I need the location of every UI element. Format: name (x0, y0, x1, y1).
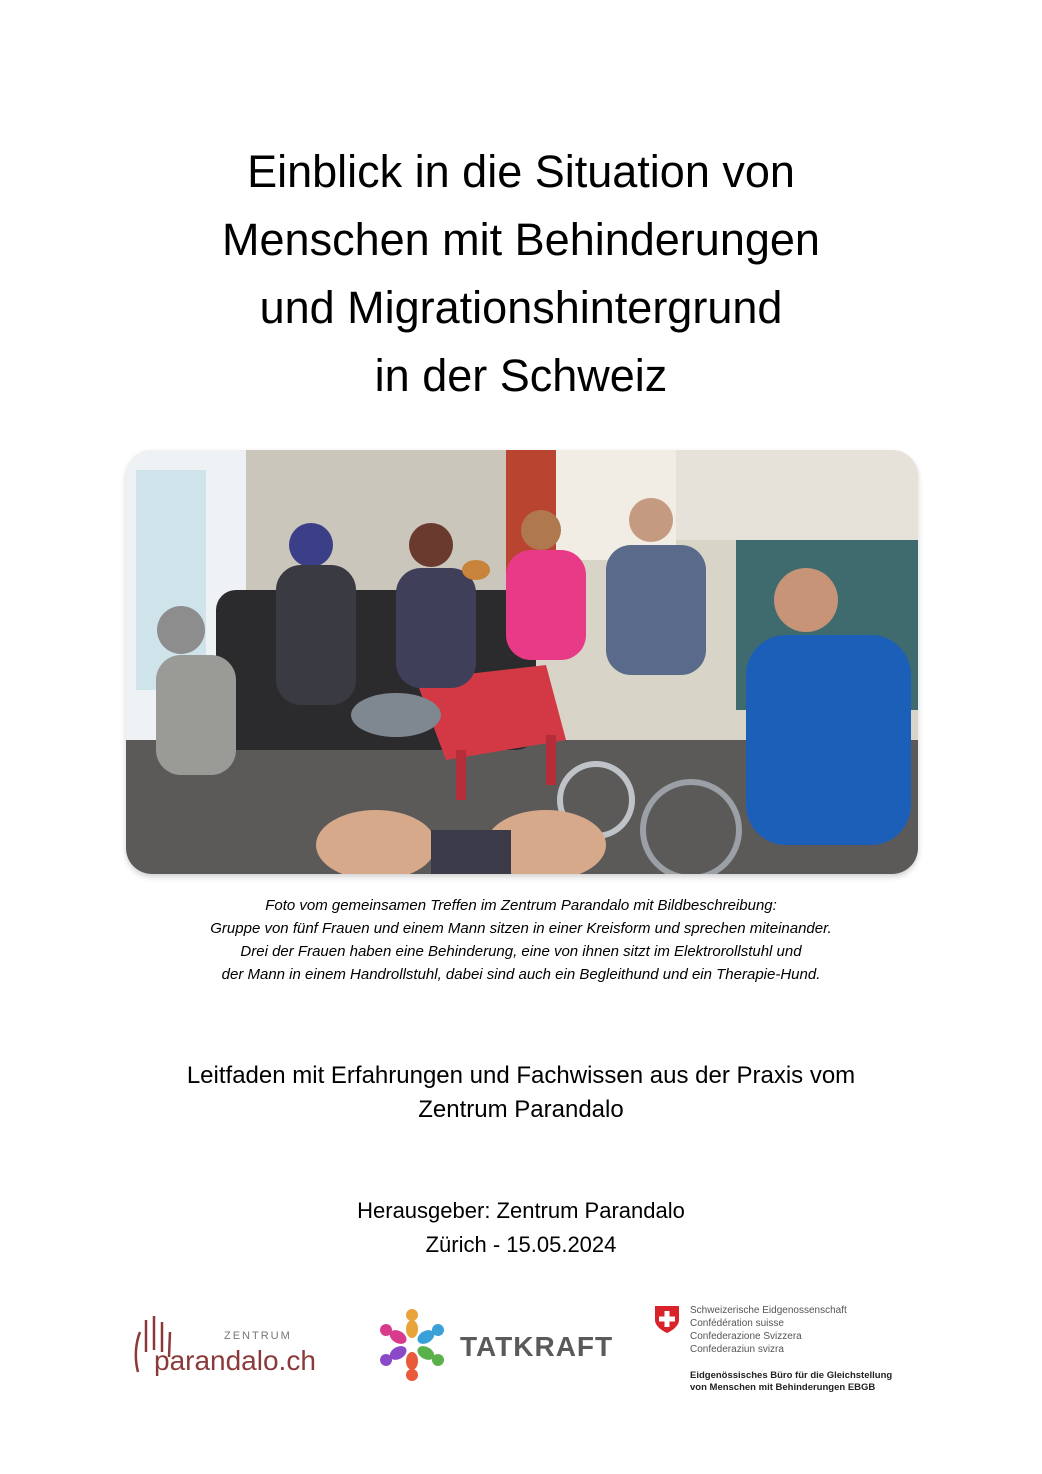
document-subtitle (0, 1059, 1042, 1127)
caption-line: der Mann in einem Handrollstuhl, dabei sind auch ein Begleithund und ein Therapie-Hund. (221, 966, 821, 983)
subtitle-line: Leitfaden mit Erfahrungen und Fachwissen aus der Praxis vom (186, 1062, 856, 1089)
caption-line: Drei der Frauen haben eine Behinderung, eine von ihnen sitzt im Elektrorollstuhl und (240, 943, 802, 960)
swiss-flag-icon (652, 1304, 682, 1334)
swiss-name-line: Schweizerische Eidgenossenschaft (690, 1305, 847, 1316)
publisher-info (0, 1194, 1042, 1262)
document-title (0, 138, 1042, 410)
office-line: von Menschen mit Behinderungen EBGB (690, 1382, 876, 1393)
parandalo-logo (130, 1308, 330, 1388)
tatkraft-name: TATKRAFT (460, 1331, 614, 1362)
photo-caption (0, 894, 1042, 986)
title-line: in der Schweiz (374, 350, 668, 401)
swiss-name-line: Confederaziun svizra (690, 1344, 784, 1355)
subtitle-line: Zentrum Parandalo (418, 1096, 624, 1123)
logo-small-text: ZENTRUM (224, 1330, 292, 1342)
caption-line: Gruppe von fünf Frauen und einem Mann sitzen in einer Kreisform und sprechen miteinander. (210, 920, 832, 937)
title-line: Einblick in die Situation von (247, 146, 795, 197)
publisher-line: Herausgeber: Zentrum Parandalo (357, 1198, 685, 1223)
office-line: Eidgenössisches Büro für die Gleichstellung (690, 1370, 893, 1381)
swiss-confederation-logo (650, 1300, 900, 1400)
swiss-name-line: Confédération suisse (690, 1318, 784, 1329)
people-circle-icon (372, 1305, 452, 1385)
swiss-names (690, 1304, 847, 1356)
publication-date: Zürich - 15.05.2024 (425, 1232, 617, 1257)
caption-line: Foto vom gemeinsamen Treffen im Zentrum Parandalo mit Bildbeschreibung: (265, 897, 777, 914)
logo-main-text: parandalo.ch (154, 1345, 316, 1376)
title-line: und Migrationshintergrund (259, 282, 783, 333)
tatkraft-logo (372, 1305, 612, 1385)
title-line: Menschen mit Behinderungen (222, 214, 820, 265)
group-photo (126, 450, 918, 874)
ebgb-office (690, 1370, 892, 1394)
swiss-name-line: Confederazione Svizzera (690, 1331, 802, 1342)
